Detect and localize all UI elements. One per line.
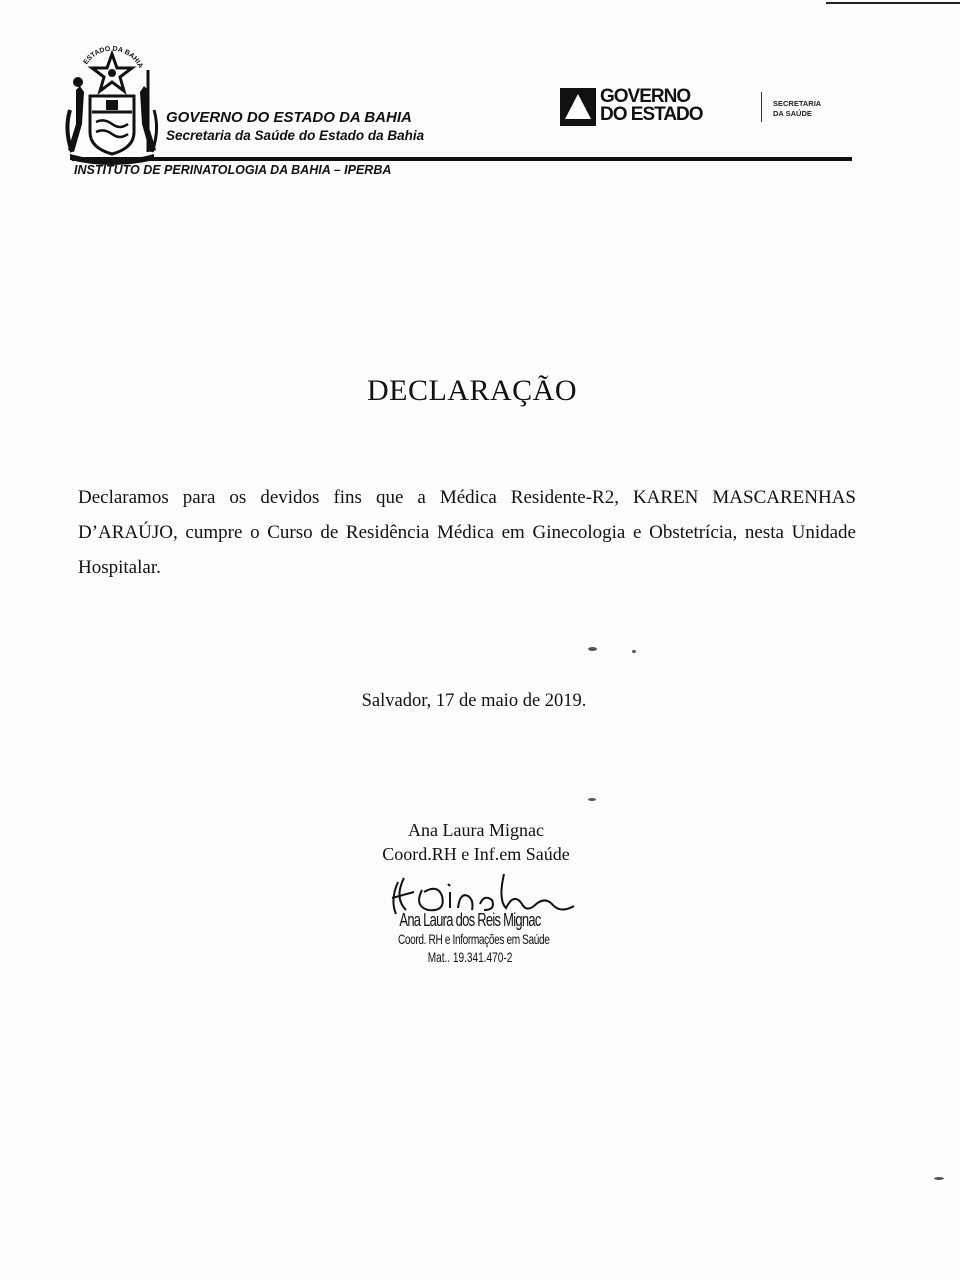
secretaria-da-saude-text (773, 99, 821, 119)
scan-speck (588, 647, 597, 651)
scan-speck (588, 798, 596, 801)
scan-speck (632, 650, 636, 653)
stamp-registration: Mat.. 19.341.470-2 (427, 949, 513, 965)
governo-do-estado-text (600, 88, 703, 124)
signer-role: Coord.RH e Inf.em Saúde (382, 844, 570, 864)
secretariat-title: Secretaria da Saúde do Estado da Bahia (166, 128, 425, 143)
gov-logo-sub-line2: DA SAÚDE (773, 109, 812, 118)
government-title: GOVERNO DO ESTADO DA BAHIA (166, 109, 412, 126)
document-title: DECLARAÇÃO (366, 374, 577, 407)
header-rule (72, 157, 852, 161)
institute-name: INSTITUTO DE PERINATOLOGIA DA BAHIA – IPERBA (74, 163, 392, 177)
svg-text:ESTADO DA BAHIA: ESTADO DA BAHIA (82, 45, 144, 70)
gov-logo-line2: DO ESTADO (600, 104, 703, 125)
scan-edge-line (826, 2, 960, 4)
coat-of-arms-icon (62, 40, 162, 165)
gov-logo-sub-line1: SECRETARIA (773, 99, 822, 108)
stamp-role: Coord. RH e Informações em Saúde (398, 931, 550, 947)
place-and-date: Salvador, 17 de maio de 2019. (361, 691, 587, 711)
header-titles (166, 108, 424, 145)
declaration-body: Declaramos para os devidos fins que a Médica Residente-R2, KAREN MASCARENHAS D’ARAÚJO, cumpre o Curso de Residência Médica em Ginecologia e Obstetrícia, nesta Unidade Hospitalar. (78, 487, 856, 578)
gov-logo-line1: GOVERNO (600, 86, 691, 107)
signature-stamp (370, 910, 570, 966)
scan-speck (934, 1177, 944, 1180)
signer-name: Ana Laura Mignac (408, 820, 544, 840)
governo-do-estado-logo (560, 88, 840, 132)
triangle-mark-icon (560, 88, 596, 126)
logo-separator (761, 92, 762, 122)
stamp-name: Ana Laura dos Reis Mignac (399, 910, 541, 930)
